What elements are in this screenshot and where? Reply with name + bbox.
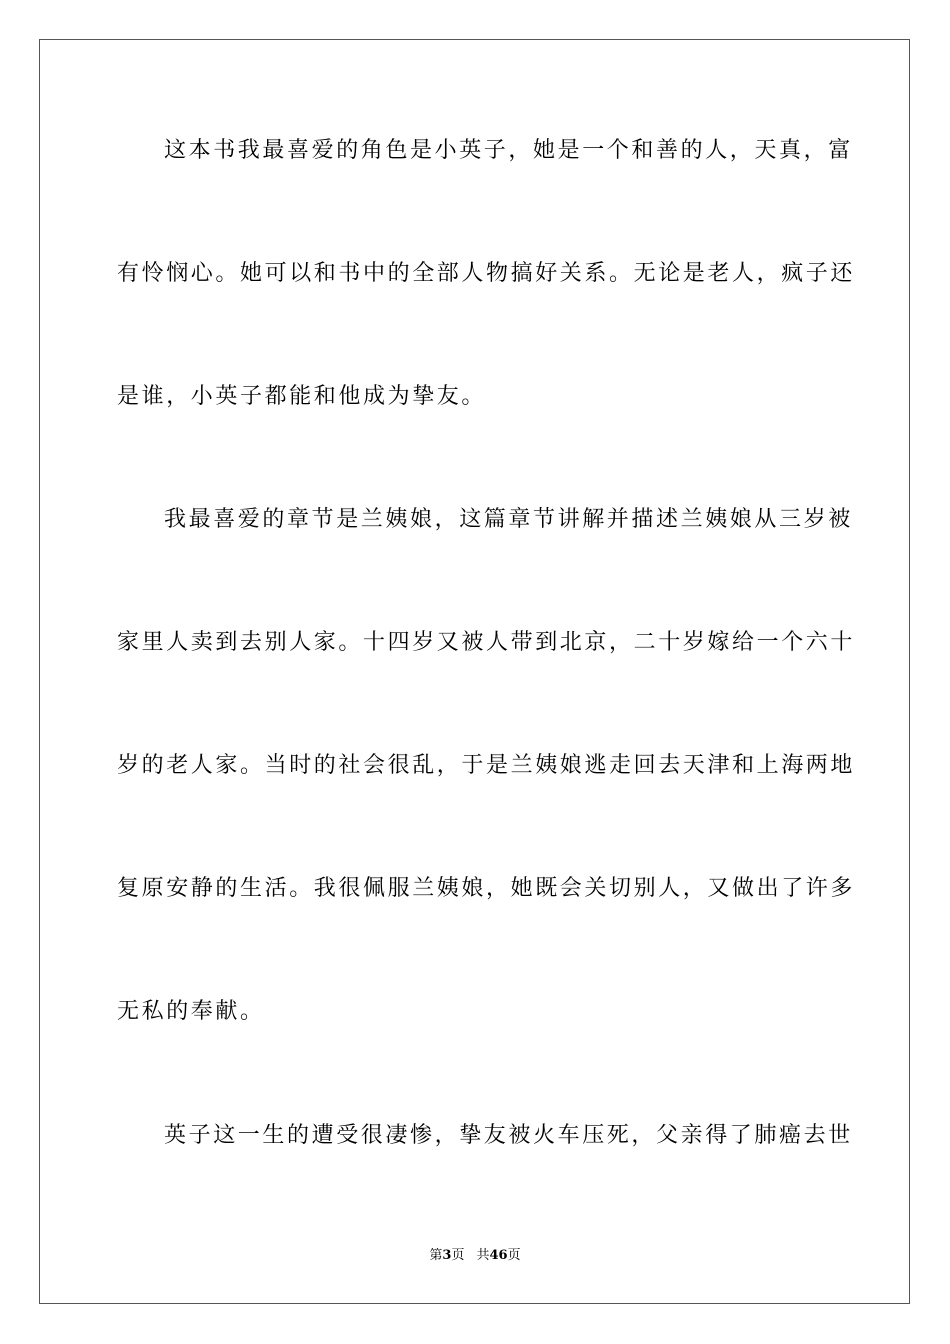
total-suffix: 页 bbox=[507, 1248, 521, 1263]
paragraph-2-line-1: 我最喜爱的章节是兰姨娘，这篇章节讲解并描述兰姨娘从三岁被 bbox=[164, 507, 853, 532]
paragraph-3-line-1: 英子这一生的遭受很凄惨，挚友被火车压死，父亲得了肺癌去世 bbox=[164, 1123, 853, 1148]
paragraph-1-line-1: 这本书我最喜爱的角色是小英子，她是一个和善的人，天真，富 bbox=[164, 138, 853, 163]
paragraph-2-line-2: 家里人卖到去别人家。十四岁又被人带到北京，二十岁嫁给一个六十 bbox=[117, 630, 856, 655]
total-pages: 46 bbox=[489, 1248, 508, 1263]
page-footer bbox=[0, 1247, 950, 1265]
paragraph-2-line-5: 无私的奉献。 bbox=[117, 999, 265, 1024]
paragraph-1-line-3: 是谁，小英子都能和他成为挚友。 bbox=[117, 384, 487, 409]
page-border bbox=[39, 39, 910, 1304]
page-number: 3 bbox=[442, 1248, 452, 1263]
paragraph-1-line-2: 有怜悯心。她可以和书中的全部人物搞好关系。无论是老人，疯子还 bbox=[117, 261, 856, 286]
paragraph-2-line-4: 复原安静的生活。我很佩服兰姨娘，她既会关切别人，又做出了许多 bbox=[117, 876, 856, 901]
paragraph-2-line-3: 岁的老人家。当时的社会很乱，于是兰姨娘逃走回去天津和上海两地 bbox=[117, 753, 856, 778]
page-suffix: 页 bbox=[451, 1248, 465, 1263]
total-prefix: 共 bbox=[476, 1248, 490, 1263]
page-prefix: 第 bbox=[429, 1248, 443, 1263]
